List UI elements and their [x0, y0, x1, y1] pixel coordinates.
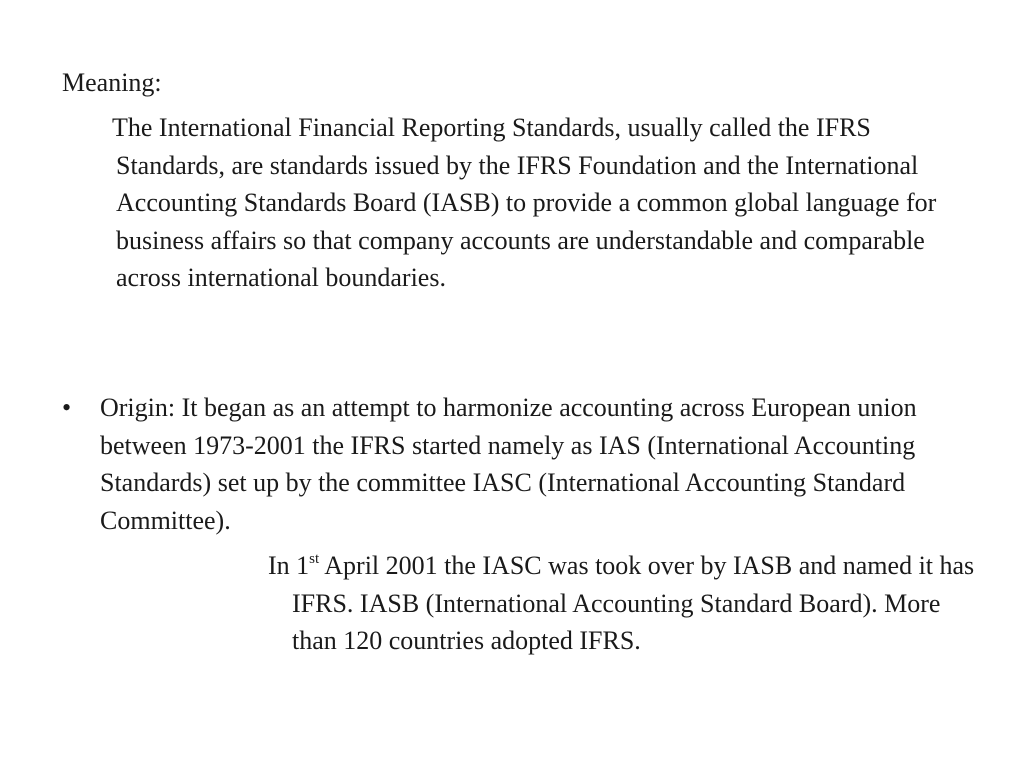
- followup-superscript: st: [309, 551, 320, 567]
- meaning-paragraph: The International Financial Reporting Standards, usually called the IFRS Standards, are standards issued by the IFRS Foundation and the International Accounting Standards Board (IASB) to provide a common global language for business affairs so that company accounts are understandable and comparable across international boundaries.: [112, 113, 937, 292]
- followup-paragraph: [268, 547, 982, 660]
- meaning-heading: Meaning:: [62, 68, 162, 97]
- origin-paragraph: Origin: It began as an attempt to harmonize accounting across European union between 1973-2001 the IFRS started namely as IAS (International Accounting Standards) set up by the committee IASC (International Accounting Standard Committee).: [100, 393, 917, 535]
- followup-prefix: In 1: [268, 551, 310, 580]
- bullet-icon: •: [62, 393, 72, 422]
- followup-rest: April 2001 the IASC was took over by IASB and named it has IFRS. IASB (International Accounting Standard Board). More than 120 countries adopted IFRS.: [292, 551, 975, 655]
